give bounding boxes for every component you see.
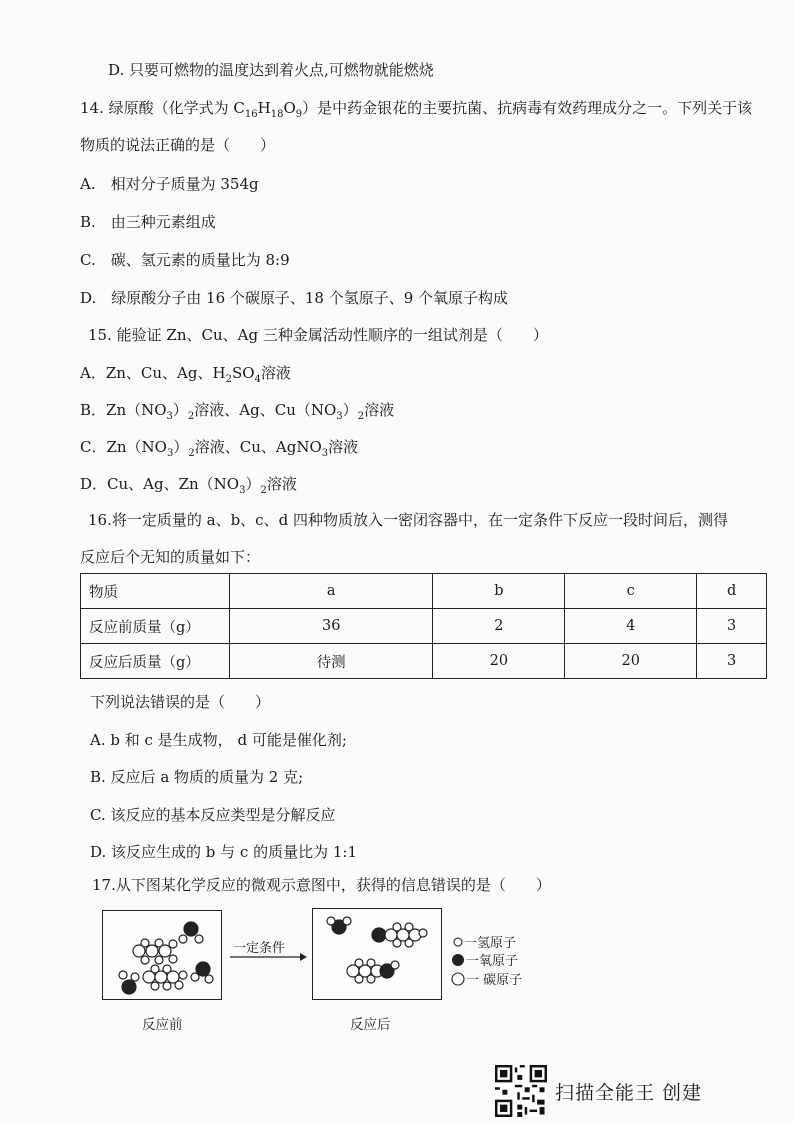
q17-stem: 17.从下图某化学反应的微观示意图中，获得的信息错误的是（ ） [92,876,551,894]
table-cell: 反应后质量（g） [81,644,230,679]
formula-symbol: O [283,99,296,117]
formula-subscript: 3 [166,448,174,459]
table-cell: 20 [565,644,697,679]
q14-stem-part: 14. 绿原酸（化学式为 C [80,99,245,117]
q15-text: B．Zn（NO [80,401,167,419]
q15-text: 溶液 [266,475,297,493]
q15-text: ） [173,438,189,456]
scanner-watermark: 扫描全能王 创建 [555,1082,703,1104]
q15-stem: 15. 能验证 Zn、Cu、Ag 三种金属活动性顺序的一组试剂是（ ） [88,326,548,344]
formula-subscript: 2 [225,374,232,385]
formula-subscript: 16 [244,109,258,120]
legend-oxygen [450,950,518,969]
formula-subscript: 3 [239,485,246,496]
q15-text: C．Zn（NO [80,438,167,456]
formula-subscript: 18 [270,109,284,120]
q15-text: ） [245,475,261,493]
table-cell: c [565,574,697,609]
formula-subscript: 2 [260,485,267,496]
after-molecules [313,909,441,999]
table-cell: d [697,574,767,609]
formula-subscript: 4 [254,374,261,385]
qr-code-icon [495,1065,547,1117]
legend-label: 一 碳原子 [466,973,523,988]
formula-symbol: H [257,99,271,117]
after-caption: 反应后 [350,1017,391,1033]
table-cell: 20 [433,644,565,679]
q13-option-d: D. 只要可燃物的温度达到着火点,可燃物就能燃烧 [108,61,434,79]
q15-text: ） [342,401,358,419]
q14-stem-line2: 物质的说法正确的是（ ） [80,136,276,154]
before-caption: 反应前 [142,1017,183,1033]
table-cell: b [433,574,565,609]
table-cell: 4 [565,609,697,644]
legend-label: 一氧原子 [466,954,519,969]
q15-text: SO [231,364,255,382]
oxygen-atom [184,922,198,936]
after-reaction-box [312,908,442,1000]
q16-mass-table [80,573,767,679]
formula-subscript: 2 [187,411,195,422]
table-header-row [81,574,767,609]
table-row [81,644,767,679]
q16-stem-line2: 反应后个无知的质量如下： [80,548,261,566]
q15-option-c [80,437,358,457]
table-cell: a [230,574,433,609]
formula-subscript: 2 [188,448,195,459]
q14-stem-line1 [80,98,752,118]
table-row [81,609,767,644]
legend-label: 一氢原子 [464,936,517,951]
table-cell: 36 [230,609,433,644]
before-reaction-box [102,910,222,1000]
q14-option-b: B. 由三种元素组成 [80,213,216,231]
table-cell: 待测 [230,644,433,679]
formula-subscript: 9 [295,109,303,120]
q15-text: 溶液、Ag、Cu（NO [194,401,337,419]
hydrogen-atom-icon [452,936,464,948]
q15-text: ） [172,401,188,419]
q15-option-a [80,363,291,383]
arrow-condition-label: 一定条件 [233,941,286,956]
formula-subscript: 3 [321,448,329,459]
q16-option-b: B. 反应后 a 物质的质量为 2 克; [90,768,304,786]
q14-option-a: A. 相对分子质量为 354g [80,175,259,193]
table-cell: 物质 [81,574,230,609]
q16-option-d: D. 该反应生成的 b 与 c 的质量比为 1:1 [90,843,358,861]
q14-option-d: D. 绿原酸分子由 16 个碳原子、18 个氢原子、9 个氧原子构成 [80,289,509,307]
table-cell: 3 [697,644,767,679]
q15-option-d [80,474,297,494]
carbon-atom-icon [450,972,466,986]
q16-stem-line1: 16.将一定质量的 a、b、c、d 四种物质放入一密闭容器中，在一定条件下反应一段时间后，测得 [88,511,728,529]
formula-subscript: 3 [166,411,173,422]
before-molecules [103,911,221,999]
q15-text: D．Cu、Ag、Zn（NO [80,475,240,493]
q15-text: 溶液、Cu、AgNO [194,438,322,456]
formula-subscript: 2 [357,411,365,422]
q15-text: 溶液 [260,364,291,382]
q15-text: A．Zn、Cu、Ag、H [80,364,226,382]
q14-stem-part: ）是中药金银花的主要抗菌、抗病毒有效药理成分之一。下列关于该 [302,99,753,117]
q16-option-a: A. b 和 c 是生成物， d 可能是催化剂; [90,731,347,749]
table-cell: 3 [697,609,767,644]
q15-option-b [80,400,394,420]
table-cell: 反应前质量（g） [81,609,230,644]
oxygen-atom-icon [450,953,466,967]
formula-subscript: 3 [336,411,343,422]
table-cell: 2 [433,609,565,644]
legend-hydrogen [452,932,516,951]
q14-option-c: C. 碳、氢元素的质量比为 8:9 [80,251,290,269]
q16-question: 下列说法错误的是（ ） [90,693,271,711]
arrow-right-icon [228,952,308,962]
reaction-diagram [100,900,600,1033]
q15-text: 溶液 [328,438,359,456]
q16-option-c: C. 该反应的基本反应类型是分解反应 [90,806,336,824]
legend-carbon [450,969,522,988]
q15-text: 溶液 [364,401,395,419]
